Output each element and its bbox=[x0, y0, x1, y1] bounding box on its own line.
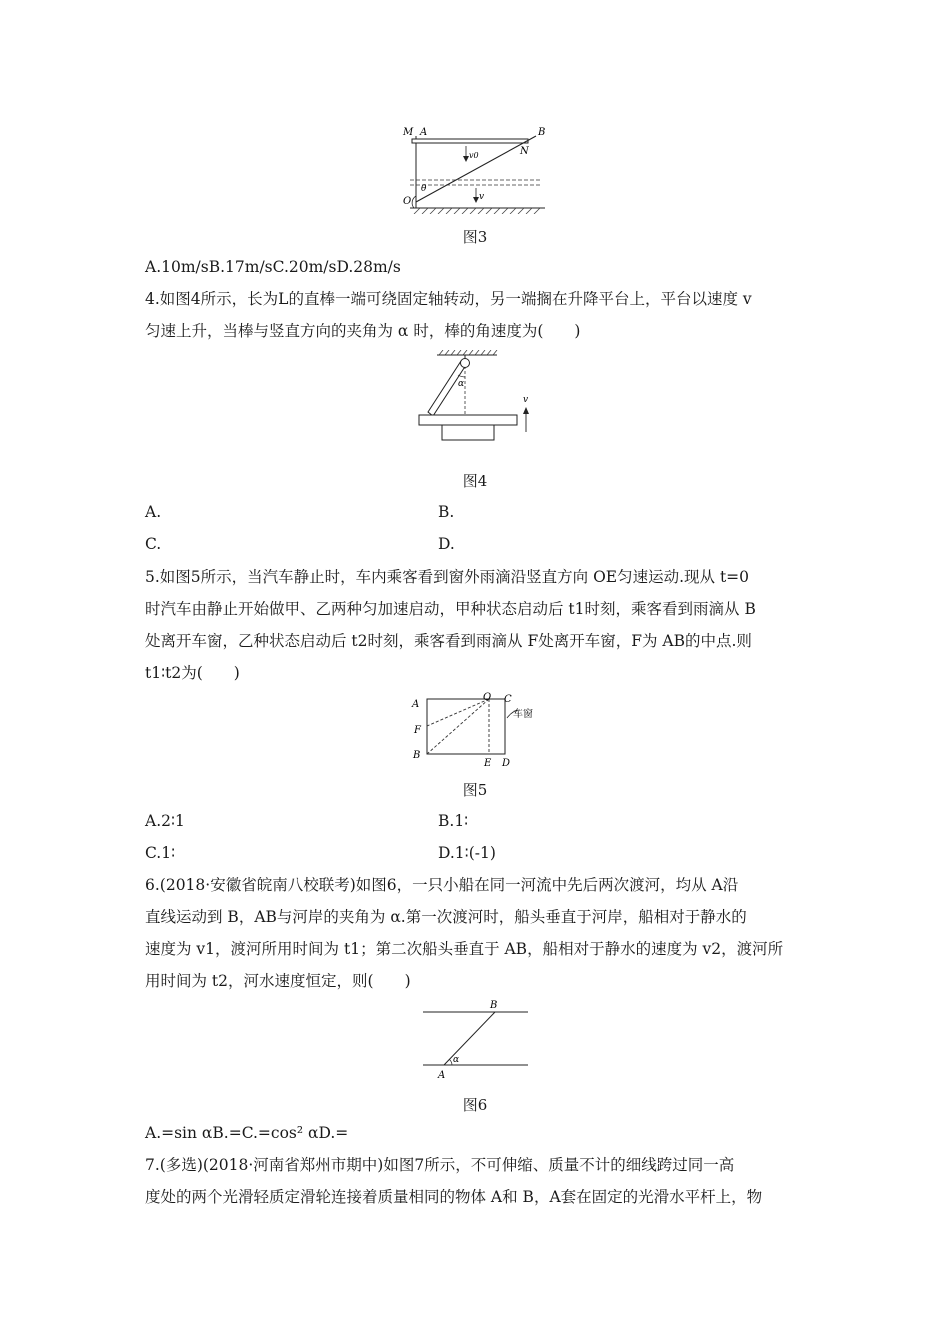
q6-options: A.=sin αB.=C.=cos² αD.= bbox=[145, 1124, 349, 1142]
fig3-label-b: B bbox=[538, 127, 546, 138]
q5-line-1: 5.如图5所示，当汽车静止时，车内乘客看到窗外雨滴沿竖直方向 OE匀速运动.现从 t=0 bbox=[145, 568, 750, 586]
fig6-label-b: B bbox=[490, 1000, 498, 1011]
q4-option-b: B. bbox=[438, 503, 455, 521]
q5-option-d: D.1∶(-1) bbox=[438, 844, 496, 862]
fig3-label-v: v bbox=[479, 192, 485, 202]
q5-line-4: t1∶t2为( ) bbox=[145, 664, 240, 682]
fig3-label-n: N bbox=[520, 146, 529, 157]
q6-line-1: 6.(2018·安徽省皖南八校联考)如图6，一只小船在同一河流中先后两次渡河，均从 A沿 bbox=[145, 876, 739, 894]
fig3-label-theta: θ bbox=[421, 184, 427, 194]
q4-option-c: C. bbox=[145, 535, 162, 553]
fig5-label-f: F bbox=[414, 725, 421, 736]
fig3-label-a: A bbox=[420, 127, 428, 138]
fig5-label-o: O bbox=[483, 692, 492, 703]
q5-line-3: 处离开车窗，乙种状态启动后 t2时刻，乘客看到雨滴从 F处离开车窗，F为 AB的中点.则 bbox=[145, 632, 752, 650]
q4-option-d: D. bbox=[438, 535, 455, 553]
q7-line-2: 度处的两个光滑轻质定滑轮连接着质量相同的物体 A和 B，A套在固定的光滑水平杆上，物 bbox=[145, 1188, 763, 1206]
q5-line-2: 时汽车由静止开始做甲、乙两种匀加速启动，甲种状态启动后 t1时刻，乘客看到雨滴从 B bbox=[145, 600, 756, 618]
q4-option-a: A. bbox=[145, 503, 162, 521]
fig5-label-window: 车窗 bbox=[513, 709, 533, 720]
q3-options: A.10m/sB.17m/sC.20m/sD.28m/s bbox=[145, 258, 401, 276]
figure-5 bbox=[405, 690, 555, 770]
fig3-caption: 图3 bbox=[462, 228, 488, 246]
fig5-label-c: C bbox=[504, 694, 512, 705]
fig3-label-m: M bbox=[403, 127, 414, 138]
fig6-label-alpha: α bbox=[453, 1055, 460, 1065]
figure-6 bbox=[420, 998, 535, 1082]
fig5-label-e: E bbox=[484, 758, 492, 769]
q4-line-2: 匀速上升，当棒与竖直方向的夹角为 α 时，棒的角速度为( ) bbox=[145, 322, 581, 340]
fig3-label-v0: v0 bbox=[469, 151, 479, 160]
figure-3 bbox=[400, 122, 550, 214]
fig6-label-a: A bbox=[438, 1070, 446, 1081]
fig4-label-alpha: α bbox=[458, 379, 465, 389]
fig4-caption: 图4 bbox=[462, 472, 488, 490]
fig4-label-v: v bbox=[523, 395, 529, 405]
fig5-label-d: D bbox=[502, 758, 511, 769]
q7-line-1: 7.(多选)(2018·河南省郑州市期中)如图7所示，不可伸缩、质量不计的细线跨过同一高 bbox=[145, 1156, 735, 1174]
q5-option-a: A.2∶1 bbox=[145, 812, 185, 830]
q6-line-4: 用时间为 t2，河水速度恒定，则( ) bbox=[145, 972, 411, 990]
fig5-caption: 图5 bbox=[462, 781, 488, 799]
fig3-label-o: O bbox=[403, 196, 412, 207]
q6-line-3: 速度为 v1，渡河所用时间为 t1；第二次船头垂直于 AB，船相对于静水的速度为 v2，渡河所 bbox=[145, 940, 784, 958]
q6-line-2: 直线运动到 B，AB与河岸的夹角为 α.第一次渡河时，船头垂直于河岸，船相对于静水的 bbox=[145, 908, 747, 926]
fig5-label-a: A bbox=[412, 699, 420, 710]
q5-option-c: C.1∶ bbox=[145, 844, 176, 862]
fig5-label-b: B bbox=[413, 750, 421, 761]
q4-line-1: 4.如图4所示，长为L的直棒一端可绕固定轴转动，另一端搁在升降平台上，平台以速度 v bbox=[145, 290, 752, 308]
figure-4 bbox=[415, 350, 535, 450]
q5-option-b: B.1∶ bbox=[438, 812, 469, 830]
fig6-caption: 图6 bbox=[462, 1096, 488, 1114]
